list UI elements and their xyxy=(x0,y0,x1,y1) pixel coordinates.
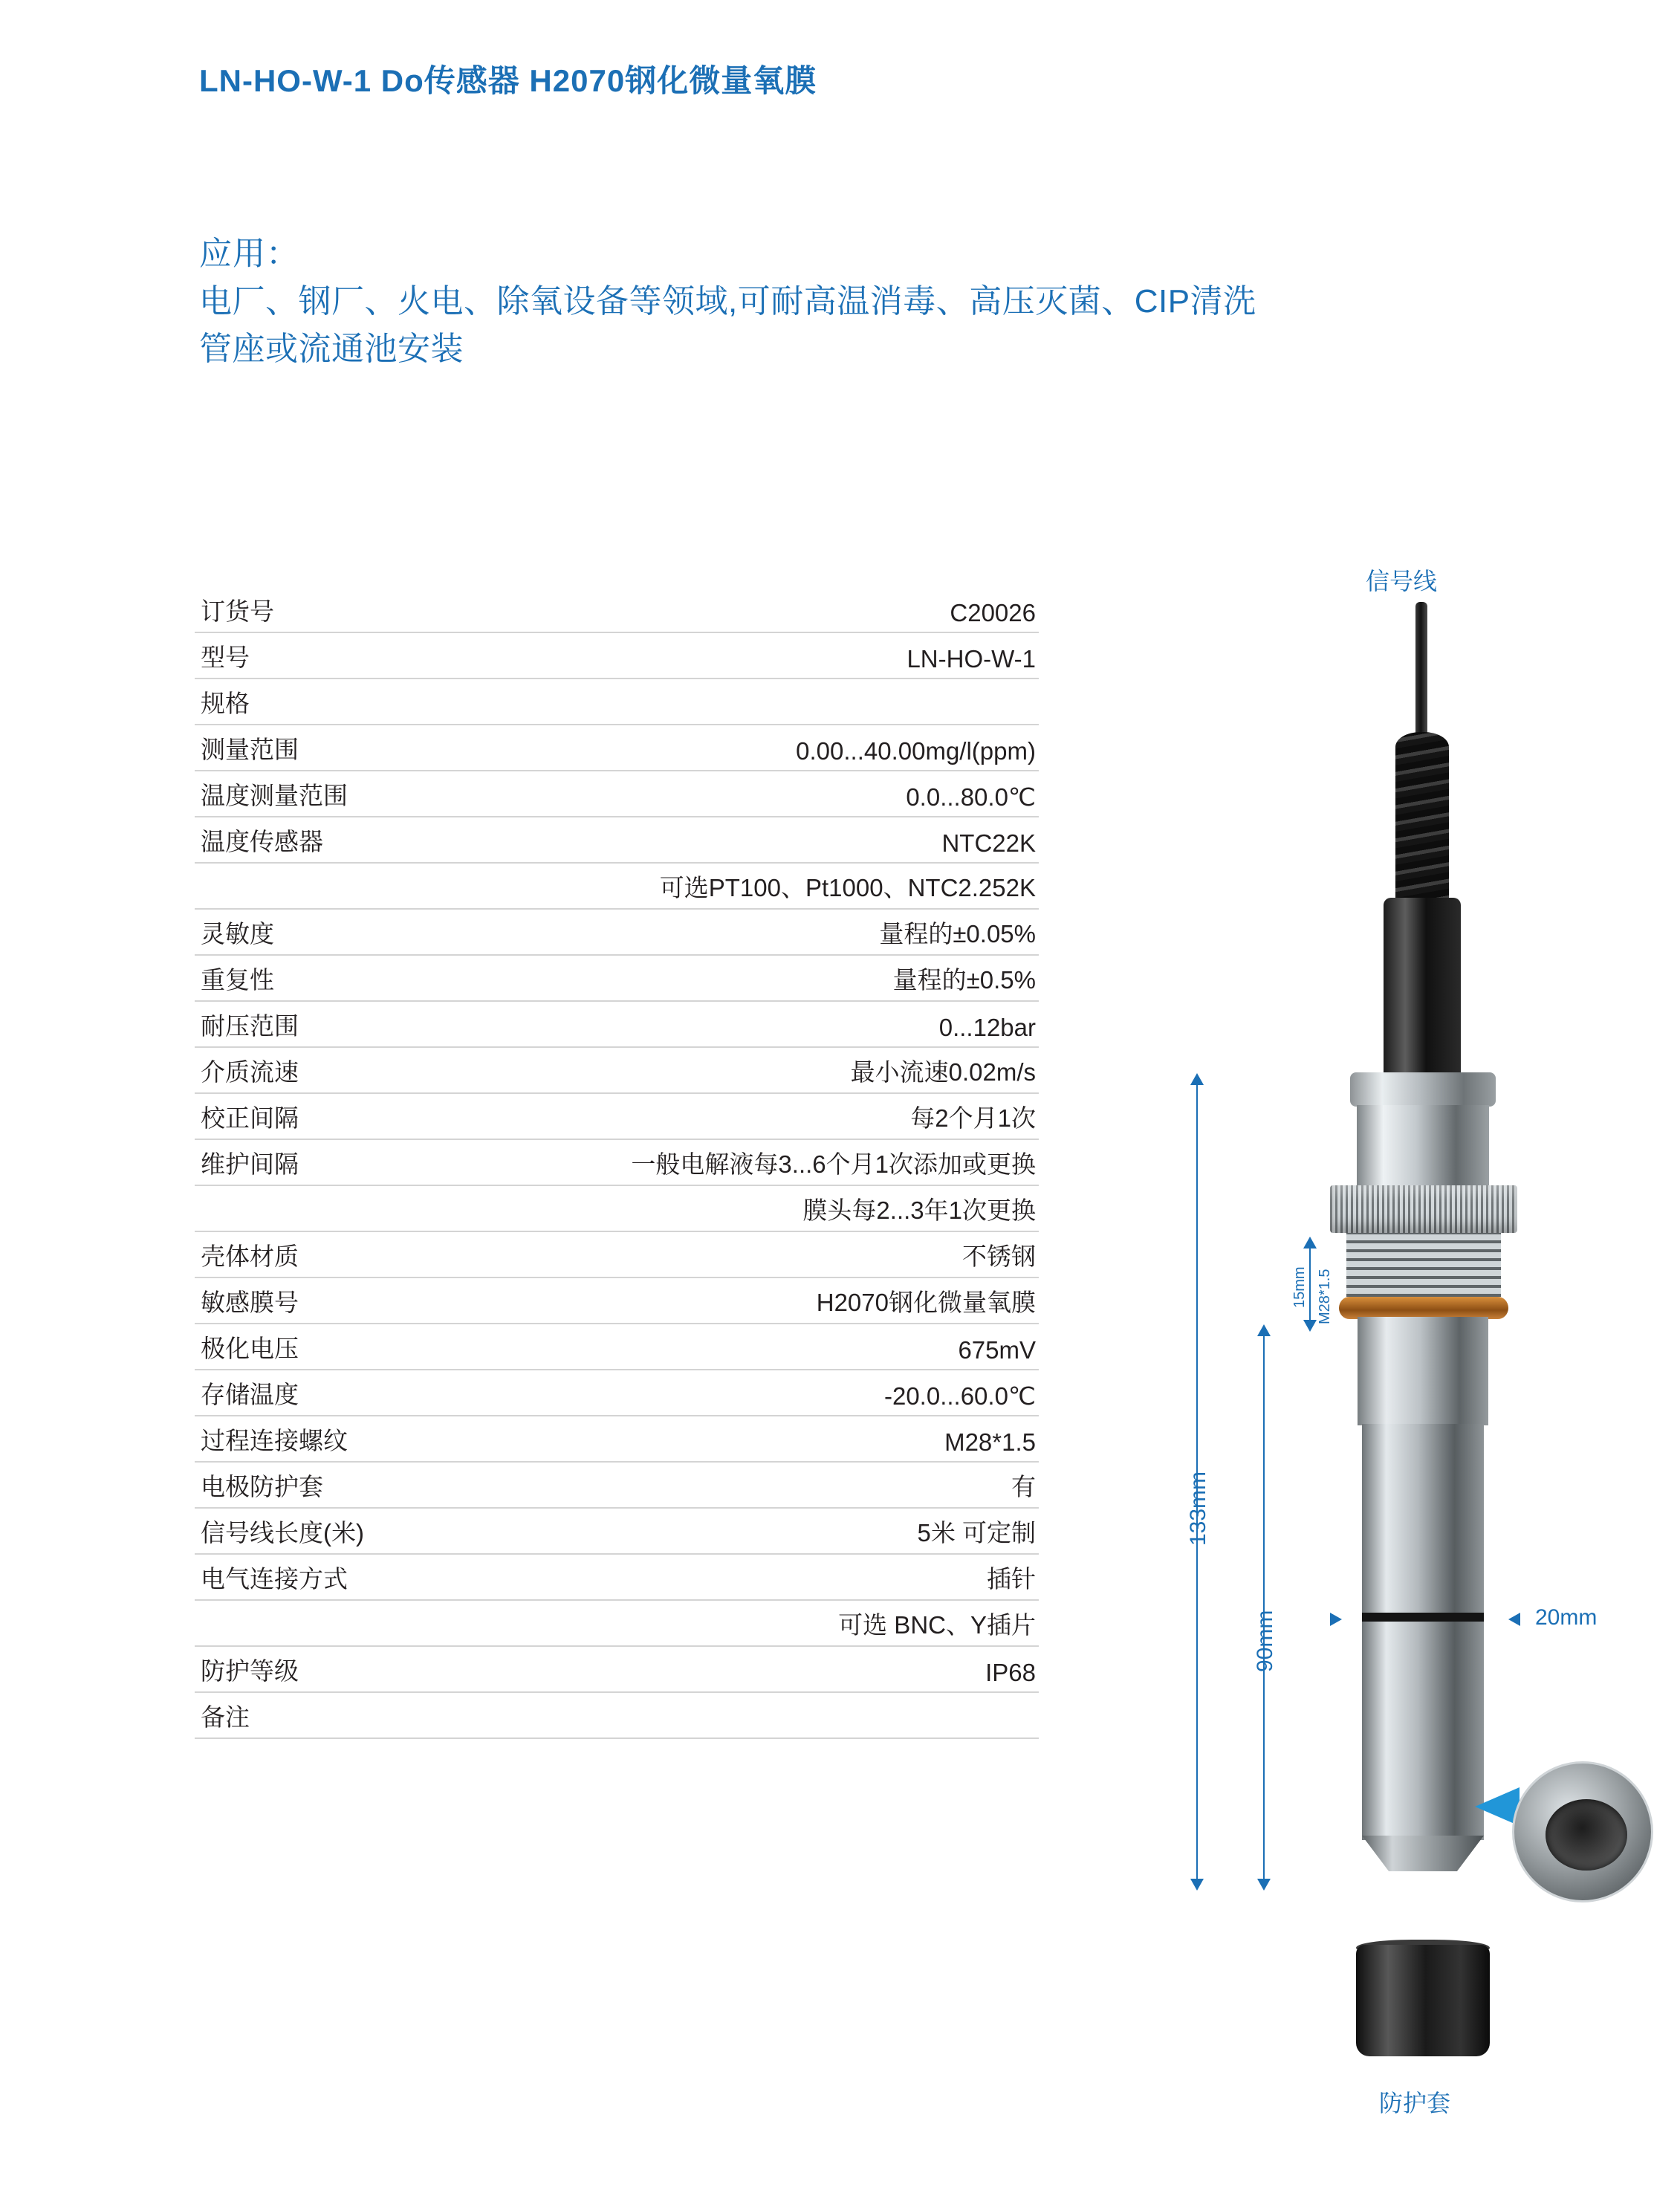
spec-value: 0.0...80.0℃ xyxy=(906,783,1036,811)
table-row xyxy=(195,817,1039,864)
dim-15mm-arrow-top xyxy=(1303,1237,1317,1249)
sensor-marker-band xyxy=(1362,1613,1484,1622)
membrane-detail-inner xyxy=(1546,1799,1627,1871)
table-row xyxy=(195,956,1039,1002)
table-row xyxy=(195,1278,1039,1324)
spec-label: 极化电压 xyxy=(201,1335,299,1362)
spec-label: 壳体材质 xyxy=(201,1243,299,1270)
spec-label: 存储温度 xyxy=(201,1381,299,1408)
dim-15mm-arrow-bottom xyxy=(1303,1320,1317,1332)
table-row xyxy=(195,1370,1039,1416)
sensor-lower-shaft xyxy=(1362,1424,1484,1840)
sensor-knurled-nut xyxy=(1330,1185,1517,1233)
table-row xyxy=(195,1601,1039,1647)
spec-label: 敏感膜号 xyxy=(201,1289,299,1316)
spec-label: 介质流速 xyxy=(201,1058,299,1086)
spec-label: 电气连接方式 xyxy=(201,1565,348,1593)
spec-label: 防护等级 xyxy=(201,1657,299,1685)
spec-label: 温度传感器 xyxy=(201,828,323,855)
spec-value: C20026 xyxy=(950,599,1036,626)
spec-value: LN-HO-W-1 xyxy=(907,645,1036,673)
spec-value: H2070钢化微量氧膜 xyxy=(816,1289,1036,1316)
spec-label: 测量范围 xyxy=(201,736,299,763)
application-line-1: 电厂、钢厂、火电、除氧设备等领域,可耐高温消毒、高压灭菌、CIP清洗 xyxy=(199,282,1256,320)
dim-15mm-line xyxy=(1309,1243,1311,1329)
spec-value: M28*1.5 xyxy=(944,1428,1036,1456)
sensor-o-ring xyxy=(1339,1297,1508,1319)
spec-value: 一般电解液每3...6个月1次添加或更换 xyxy=(631,1150,1036,1178)
dim-133mm-arrow-bottom xyxy=(1190,1879,1204,1891)
application-label: 应用： xyxy=(199,236,299,272)
spec-value: 可选PT100、Pt1000、NTC2.252K xyxy=(659,874,1036,901)
table-row xyxy=(195,1509,1039,1555)
spec-label: 订货号 xyxy=(201,597,274,625)
table-row xyxy=(195,633,1039,679)
spec-label: 校正间隔 xyxy=(201,1104,299,1132)
dim-133mm-text: 133mm xyxy=(1186,1471,1210,1546)
dim-20mm-text: 20mm xyxy=(1535,1605,1598,1630)
spec-value: NTC22K xyxy=(941,829,1036,857)
sensor-thread-section xyxy=(1346,1233,1501,1297)
spec-value: 量程的±0.05% xyxy=(879,920,1036,948)
cable-strain-relief xyxy=(1395,732,1449,918)
dim-90mm-text: 90mm xyxy=(1253,1610,1277,1672)
spec-label: 电极防护套 xyxy=(201,1473,323,1500)
spec-value: 有 xyxy=(1011,1473,1036,1500)
spec-value: IP68 xyxy=(985,1659,1036,1686)
table-row xyxy=(195,1186,1039,1232)
spec-label: 耐压范围 xyxy=(201,1012,299,1040)
spec-label: 备注 xyxy=(201,1703,250,1731)
spec-value: 0...12bar xyxy=(938,1014,1036,1041)
table-row xyxy=(195,587,1039,633)
membrane-detail-callout xyxy=(1512,1761,1653,1902)
spec-value: 最小流速0.02m/s xyxy=(850,1058,1036,1086)
sensor-connector-head xyxy=(1384,898,1461,1076)
table-row xyxy=(195,864,1039,910)
spec-label: 温度测量范围 xyxy=(201,782,348,809)
spec-value: 膜头每2...3年1次更换 xyxy=(802,1196,1036,1224)
sensor-upper-shell xyxy=(1357,1105,1489,1187)
signal-cable-label: 信号线 xyxy=(1366,568,1438,595)
spec-value: -20.0...60.0℃ xyxy=(883,1382,1036,1410)
dim-133mm-arrow-top xyxy=(1190,1073,1204,1085)
sensor-mid-shaft xyxy=(1358,1317,1488,1425)
spec-label: 过程连接螺纹 xyxy=(201,1427,348,1454)
spec-label: 重复性 xyxy=(201,966,274,994)
protective-sleeve xyxy=(1356,1945,1490,2056)
spec-value: 5米 可定制 xyxy=(917,1519,1036,1547)
spec-label: 规格 xyxy=(201,690,250,717)
table-row xyxy=(195,1232,1039,1278)
table-row xyxy=(195,1048,1039,1094)
table-row xyxy=(195,1693,1039,1739)
application-line-2: 管座或流通池安装 xyxy=(199,330,464,367)
dim-90mm-arrow-bottom xyxy=(1257,1879,1271,1891)
table-row xyxy=(195,1463,1039,1509)
spec-label: 型号 xyxy=(201,644,250,671)
spec-value: 675mV xyxy=(958,1336,1036,1364)
table-row xyxy=(195,1416,1039,1463)
spec-value: 可选 BNC、Y插片 xyxy=(838,1611,1036,1639)
spec-value: 插针 xyxy=(987,1565,1036,1593)
table-row xyxy=(195,1094,1039,1140)
table-row xyxy=(195,771,1039,817)
table-row xyxy=(195,679,1039,725)
sensor-cap-ring xyxy=(1350,1072,1496,1107)
spec-value: 0.00...40.00mg/l(ppm) xyxy=(796,737,1036,765)
specification-table xyxy=(195,587,1039,1739)
protective-sleeve-label: 防护套 xyxy=(1379,2090,1451,2117)
table-row xyxy=(195,725,1039,771)
table-row xyxy=(195,910,1039,956)
table-row xyxy=(195,1002,1039,1048)
dim-20mm-arrow-left xyxy=(1330,1613,1342,1626)
dim-thread-spec-text: M28*1.5 xyxy=(1317,1269,1333,1324)
table-row xyxy=(195,1140,1039,1186)
dim-90mm-line xyxy=(1263,1330,1265,1888)
application-block xyxy=(199,230,1611,372)
spec-value: 量程的±0.5% xyxy=(892,966,1036,994)
table-row xyxy=(195,1555,1039,1601)
spec-label: 灵敏度 xyxy=(201,920,274,948)
spec-label: 信号线长度(米) xyxy=(201,1519,364,1547)
spec-value: 不锈钢 xyxy=(962,1243,1036,1270)
dim-15mm-text: 15mm xyxy=(1291,1266,1308,1308)
dim-90mm-arrow-top xyxy=(1257,1324,1271,1336)
table-row xyxy=(195,1647,1039,1693)
dim-20mm-arrow-right xyxy=(1508,1613,1520,1626)
table-row xyxy=(195,1324,1039,1370)
sensor-membrane-tip xyxy=(1362,1836,1484,1871)
page-title: LN-HO-W-1 Do传感器 H2070钢化微量氧膜 xyxy=(199,63,817,98)
spec-value: 每2个月1次 xyxy=(910,1104,1036,1132)
sensor-cable xyxy=(1415,602,1427,743)
spec-label: 维护间隔 xyxy=(201,1150,299,1178)
